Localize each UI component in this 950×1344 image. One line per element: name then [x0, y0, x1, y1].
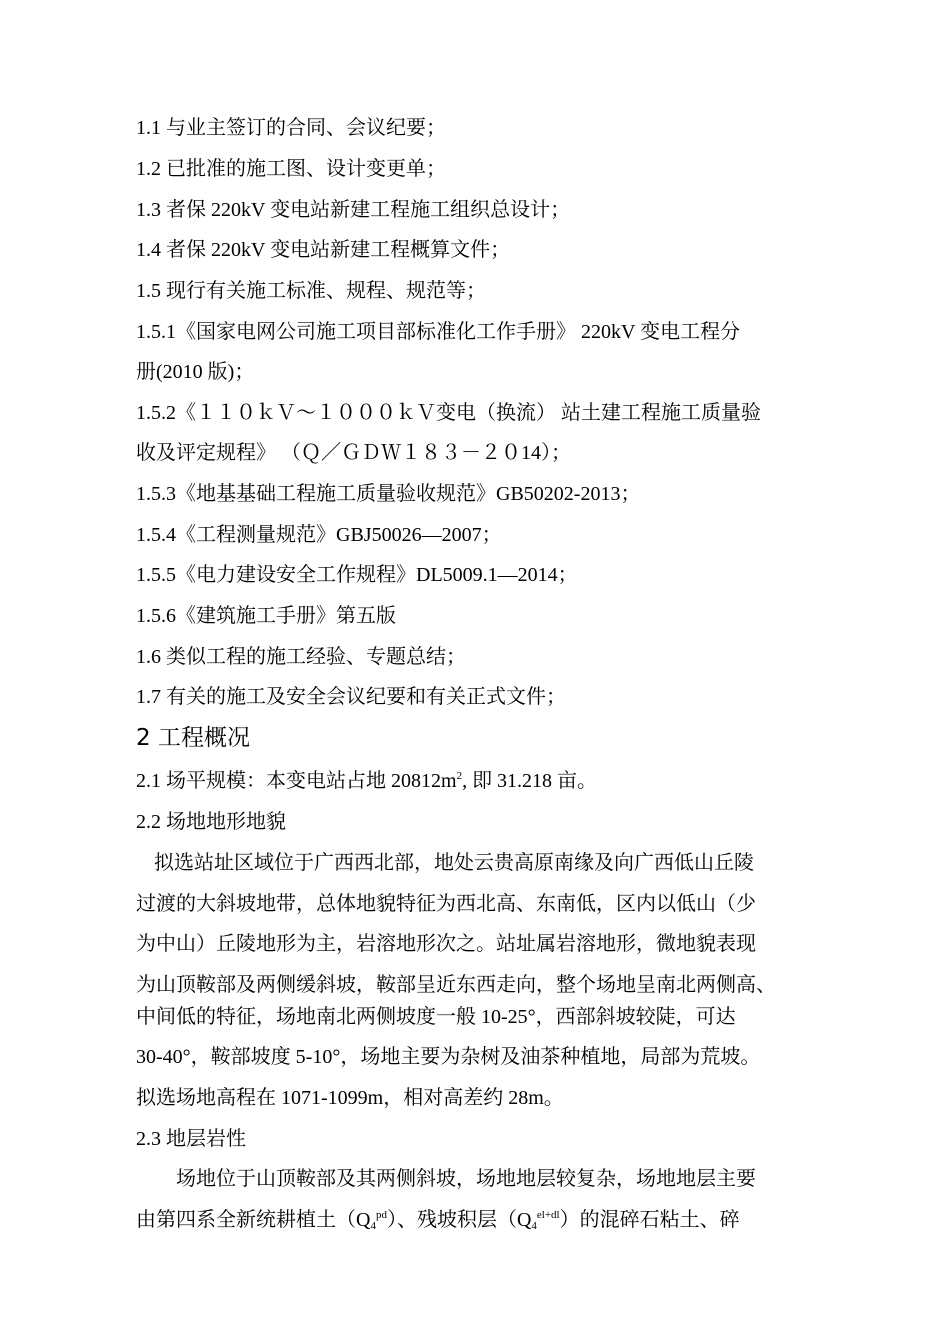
basis-item-1-5-2: 1.5.2《１１０ｋＶ～１０００ｋＶ变电（换流） 站土建工程施工质量验 [136, 402, 761, 424]
section-2-1-suffix: , 即 31.218 亩。 [462, 770, 598, 792]
section-2-3-line-2 [136, 1206, 740, 1234]
area-unit-superscript: 2 [456, 770, 463, 782]
section-2-2-line-5: 中间低的特征，场地南北两侧坡度一般 10-25°，西部斜坡较陡，可达 [136, 1006, 736, 1028]
basis-item-1-5-4: 1.5.4《工程测量规范》GBJ50026—2007； [136, 524, 502, 546]
basis-item-1-5-5: 1.5.5《电力建设安全工作规程》DL5009.1—2014； [136, 564, 578, 586]
basis-item-1-5-2-cont: 收及评定规程》 （Ｑ／ＧＤＷ１８３－２０14）； [136, 442, 571, 464]
basis-item-1-5: 1.5 现行有关施工标准、规程、规范等； [136, 280, 486, 302]
basis-item-1-2: 1.2 已批准的施工图、设计变更单； [136, 158, 446, 180]
section-2-2-line-6: 30-40°，鞍部坡度 5-10°，场地主要为杂树及油茶种植地，局部为荒坡。 [136, 1046, 761, 1068]
basis-item-1-5-3: 1.5.3《地基基础工程施工质量验收规范》GB50202-2013； [136, 483, 641, 505]
section-2-3-line-2-c: ）的混碎石粘土、碎 [559, 1209, 740, 1231]
q4-subscript: 4 [370, 1220, 376, 1232]
pd-superscript: pd [375, 1209, 387, 1221]
el-dl-superscript: el+dl [536, 1209, 560, 1221]
basis-item-1-7: 1.7 有关的施工及安全会议纪要和有关正式文件； [136, 686, 566, 708]
section-2-2-line-4: 为山顶鞍部及两侧缓斜坡，鞍部呈近东西走向，整个场地呈南北两侧高、 [136, 974, 776, 996]
basis-item-1-5-6: 1.5.6《建筑施工手册》第五版 [136, 605, 396, 627]
section-2-2-line-3: 为中山）丘陵地形为主，岩溶地形次之。站址属岩溶地形，微地貌表现 [136, 933, 756, 955]
basis-item-1-5-1-cont: 册(2010 版)； [136, 361, 255, 383]
section-2-2-line-7: 拟选场地高程在 1071-1099m，相对高差约 28m。 [136, 1087, 564, 1109]
section-2-1 [136, 767, 597, 795]
section-2-1-prefix: 2.1 场平规模：本变电站占地 20812m [136, 770, 457, 792]
q4-subscript-2: 4 [531, 1220, 537, 1232]
basis-item-1-4: 1.4 者保 220kV 变电站新建工程概算文件； [136, 239, 511, 261]
section-2-2-title: 2.2 场地地形地貌 [136, 811, 286, 833]
section-2-3-title: 2.3 地层岩性 [136, 1128, 246, 1150]
section-2-3-line-1: 场地位于山顶鞍部及其两侧斜坡，场地地层较复杂，场地地层主要 [176, 1168, 756, 1190]
section-2-2-line-2: 过渡的大斜坡地带，总体地貌特征为西北高、东南低，区内以低山（少 [136, 893, 756, 915]
section-2-3-line-2-a: 由第四系全新统耕植土（Q [136, 1209, 371, 1231]
section-2-heading: 2 工程概况 [136, 725, 250, 751]
basis-item-1-5-1: 1.5.1《国家电网公司施工项目部标准化工作手册》 220kV 变电工程分 [136, 321, 741, 343]
basis-item-1-1: 1.1 与业主签订的合同、会议纪要； [136, 117, 446, 139]
section-2-3-line-2-b: ）、残坡积层（Q [386, 1209, 532, 1231]
section-2-2-line-1: 拟选站址区域位于广西西北部，地处云贵高原南缘及向广西低山丘陵 [154, 852, 754, 874]
basis-item-1-6: 1.6 类似工程的施工经验、专题总结； [136, 646, 466, 668]
basis-item-1-3: 1.3 者保 220kV 变电站新建工程施工组织总设计； [136, 199, 571, 221]
